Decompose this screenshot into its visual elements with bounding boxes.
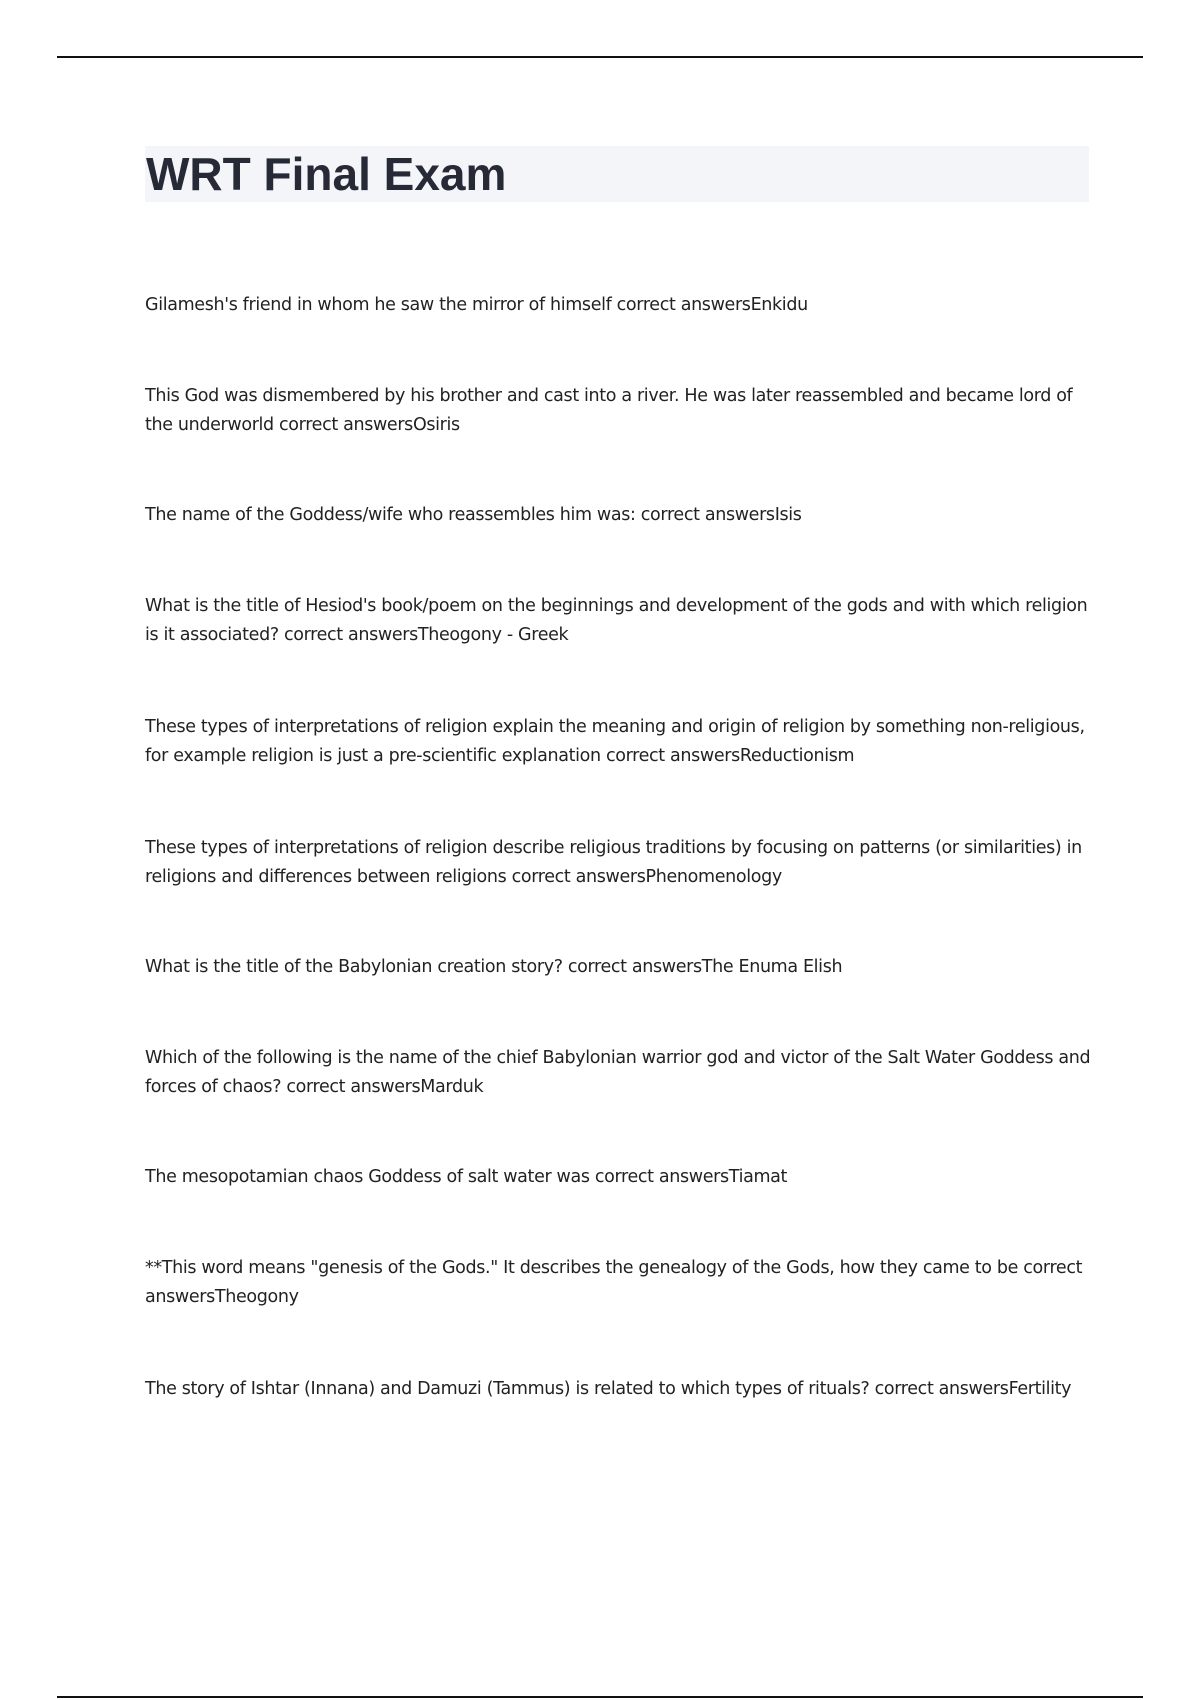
answer-text: Theogony - Greek: [417, 625, 569, 645]
answer-marker: correct answers: [600, 746, 740, 766]
question-text: Gilamesh's friend in whom he saw the mirror of himself: [145, 295, 612, 315]
answer-marker: correct answers: [273, 415, 413, 435]
answer-marker: correct answers: [869, 1379, 1009, 1399]
top-rule: [57, 56, 1143, 58]
answer-text: Theogony: [214, 1287, 299, 1307]
qa-item-6: [145, 834, 1095, 892]
answer-text: Reductionism: [739, 746, 855, 766]
page-title: WRT Final Exam: [146, 148, 507, 200]
qa-item-5: [145, 713, 1095, 771]
answer-marker: correct answers: [589, 1167, 729, 1187]
qa-item-9: [145, 1163, 1095, 1192]
answer-marker: correct answers: [278, 625, 418, 645]
question-text: The mesopotamian chaos Goddess of salt water was: [145, 1167, 590, 1187]
question-text: These types of interpretations of religion describe religious traditions by focusing on patterns (or similarities) in religions and differences between religions: [145, 838, 1082, 887]
qa-item-1: [145, 291, 1095, 320]
answer-text: Marduk: [420, 1077, 484, 1097]
qa-item-8: [145, 1044, 1095, 1102]
answer-text: Tiamat: [728, 1167, 788, 1187]
answer-marker: correct answers: [562, 957, 702, 977]
qa-item-3: [145, 501, 1095, 530]
qa-item-4: [145, 592, 1095, 650]
bottom-rule: [57, 1696, 1143, 1698]
qa-item-10: [145, 1254, 1095, 1312]
question-text: The name of the Goddess/wife who reassembles him was:: [145, 505, 636, 525]
qa-item-2: [145, 382, 1095, 440]
answer-text: Phenomenology: [645, 867, 782, 887]
answer-marker: correct answers: [145, 1258, 1083, 1307]
question-text: What is the title of Hesiod's book/poem on the beginnings and development of the gods and with which religion is it associated?: [145, 596, 1088, 645]
answer-marker: correct answers: [611, 295, 751, 315]
qa-item-7: [145, 953, 1095, 982]
question-text: This God was dismembered by his brother and cast into a river. He was later reassembled and became lord of the underworld: [145, 386, 1073, 435]
answer-marker: correct answers: [281, 1077, 421, 1097]
answer-text: Osiris: [412, 415, 460, 435]
question-text: Which of the following is the name of the chief Babylonian warrior god and victor of the Salt Water Goddess and forces of chaos?: [145, 1048, 1091, 1097]
question-text: These types of interpretations of religion explain the meaning and origin of religion by something non-religious, for example religion is just a pre-scientific explanation: [145, 717, 1085, 766]
answer-marker: correct answers: [635, 505, 775, 525]
qa-item-11: [145, 1375, 1095, 1404]
answer-text: The Enuma Elish: [701, 957, 843, 977]
question-text: The story of Ishtar (Innana) and Damuzi (Tammus) is related to which types of rituals?: [145, 1379, 870, 1399]
answer-text: Enkidu: [750, 295, 808, 315]
title-banner: [145, 146, 1089, 202]
answer-text: Isis: [774, 505, 802, 525]
answer-marker: correct answers: [506, 867, 646, 887]
question-text: **This word means "genesis of the Gods." It describes the genealogy of the Gods, how they came to be: [145, 1258, 1019, 1278]
answer-text: Fertility: [1008, 1379, 1072, 1399]
question-text: What is the title of the Babylonian creation story?: [145, 957, 563, 977]
